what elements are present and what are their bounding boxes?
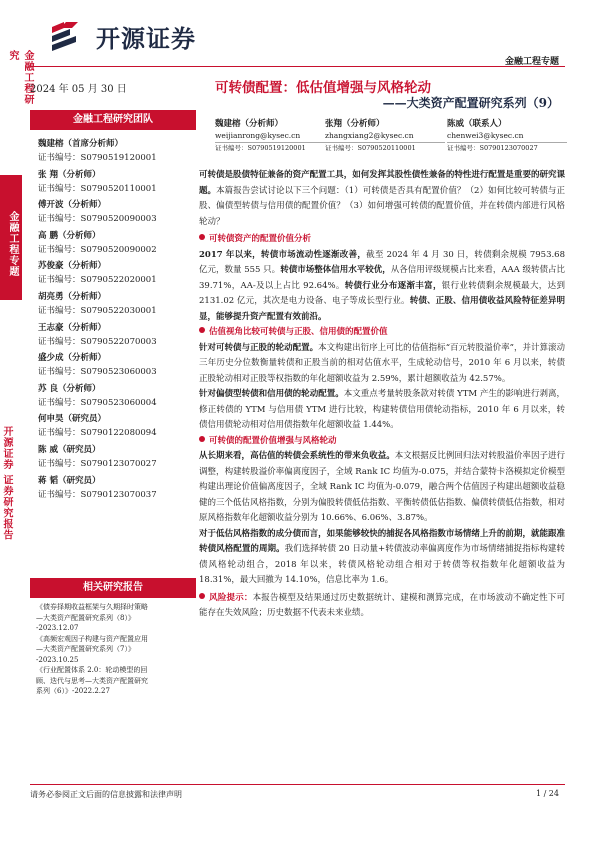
- section1-paragraph: 2017 年以来，转债市场流动性逐渐改善，截至 2024 年 4 月 30 日，转债剩余规模 7953.68 亿元，数量 555 只。转债市场整体信用水平较优，从各信用评级规模占比来看，AAA 级转债占比 39.71%，AA-及以上占比 92.64%。转债行业分布逐渐丰富，银行业转债剩余规模最大，达到 2131.02 亿元，其次是电力设备、电子等成长型行业。转债、正股、信用债收益风险特征差异明显，能够提升资产配置有效前沿。: [199, 249, 566, 322]
- related-line[interactable]: 顾、迭代与思考—大类资产配置研究: [36, 676, 148, 685]
- related-reports-header: 相关研究报告: [30, 578, 196, 598]
- member-name: 傅开波（分析师）: [38, 200, 107, 211]
- report-type: 金融工程专题: [504, 57, 559, 67]
- side-strip-top-label: 金融工程研究: [7, 50, 33, 105]
- author-cert: 证书编号：S0790123070027: [447, 142, 567, 152]
- footer-divider: [30, 784, 565, 785]
- report-date: 2024 年 05 月 30 日: [30, 84, 127, 95]
- member-cert: 证书编号：S0790520090003: [38, 214, 157, 225]
- team-member: [38, 351, 198, 382]
- team-member: [38, 290, 198, 321]
- member-name: 胡亮勇（分析师）: [38, 291, 107, 302]
- intro-text: 本篇报告尝试讨论以下三个问题：（1）可转债是否具有配置价值？（2）如何比较可转债与正股、偏债型转债与信用债的配置价值？（3）如何增强可转债的配置价值，并在转债内部进行风格轮动？: [199, 185, 565, 227]
- side-strip-top: [0, 44, 33, 114]
- report-title: 可转债配置：低估值增强与风格轮动: [215, 80, 431, 96]
- author-email[interactable]: zhangxiang2@kysec.cn: [325, 131, 414, 140]
- header-divider: [30, 66, 565, 67]
- side-strip-bottom: [0, 420, 22, 605]
- intro-bold: 可转债是股债特征兼备的资产配置工具，如何发挥其股性债性兼备的特性进行配置是重要的研究课题。: [199, 170, 565, 196]
- member-cert: 证书编号：S0790123070027: [38, 458, 157, 469]
- bullet-icon: [199, 234, 205, 240]
- author: [447, 118, 567, 152]
- member-cert: 证书编号：S0790522030001: [38, 305, 157, 316]
- section-heading: 估值视角比较可转债与正股、信用债的配置价值: [199, 325, 565, 341]
- author-name: 陈威（联系人）: [447, 119, 507, 129]
- section-heading: 可转债资产的配置价值分析: [199, 232, 565, 248]
- author-block: [215, 118, 560, 158]
- related-line[interactable]: —大类资产配置研究系列（7）》: [36, 645, 135, 653]
- bullet-icon: [199, 593, 205, 599]
- member-name: 魏建榕（首席分析师）: [38, 139, 124, 149]
- related-line[interactable]: 《高频宏观因子构建与资产配置应用: [36, 634, 148, 643]
- page-number: 1 / 24: [535, 789, 559, 798]
- author-cert: 证书编号：S0790520110001: [325, 142, 445, 152]
- member-cert: 证书编号：S0790520110001: [38, 183, 157, 194]
- member-cert: 证书编号：S0790522070003: [38, 336, 157, 347]
- side-strip-bottom-label: 开源证券 证券研究报告: [1, 426, 12, 541]
- member-cert: 证书编号：S0790520090002: [38, 244, 157, 255]
- brand-logo: [50, 17, 250, 55]
- team-member: [38, 259, 198, 290]
- author-name: 张翔（分析师）: [325, 119, 385, 129]
- team-member: [38, 412, 198, 443]
- author-email[interactable]: weijianrong@kysec.cn: [215, 131, 301, 140]
- member-cert: 证书编号：S0790123070037: [38, 489, 157, 500]
- member-name: 苏 良（分析师）: [38, 383, 101, 394]
- related-reports-list: [36, 602, 196, 697]
- author-email[interactable]: chenwei3@kysec.cn: [447, 131, 524, 140]
- intro-paragraph: [199, 168, 565, 230]
- team-header: 金融工程研究团队: [30, 110, 196, 130]
- bullet-icon: [199, 327, 205, 333]
- member-cert: 证书编号：S0790522020001: [38, 275, 157, 286]
- section3-paragraph2: 对于低估风格指数的成分债而言，如果能够较快的捕捉各风格指数市场情绪上升的前期，就能跟准转债风格配置的周期。我们选择转债 20 日动量+转债波动率偏离度作为市场情绪捕捉指标构建转债风格轮动组合，2018 年以来，转债风格轮动组合相对于转债等权指数年化超额收益为 18.31%，最大回撤为 14.10%，信息比率为 1.6。: [199, 528, 565, 585]
- team-member: [38, 321, 198, 352]
- section2-paragraph1: 针对可转债与正股的轮动配置。本文构建出衍序上可比的估值指标“百元转股溢价率”，并计算滚动三年历史分位数衡量转债和正股当前的相对估值水平，生成轮动信号，2010 年 6 月以来，转债正股轮动相对正股等权指数的年化超额收益为 2.59%，累计超额收益为 42.57%。: [199, 342, 565, 384]
- report-summary: [199, 168, 565, 622]
- report-subtitle: ——大类资产配置研究系列（9）: [382, 96, 559, 110]
- related-line[interactable]: —大类资产配置研究系列（8）》: [36, 613, 135, 622]
- related-line: -2023.12.07: [36, 624, 79, 632]
- side-strip-middle-label: 金融工程专题: [7, 211, 18, 277]
- member-cert: 证书编号：S0790523060004: [38, 397, 157, 408]
- author: [215, 118, 335, 152]
- team-member: [38, 443, 198, 474]
- member-name: 陈 威（研究员）: [38, 444, 101, 455]
- author: [325, 118, 445, 152]
- related-line: -2023.10.25: [36, 655, 79, 664]
- section3-paragraph1: 从长期来看，高估值的转债会系统性的带来负收益。本文根据反比例回归法对转股溢价率因子进行调整，构建转股溢价率偏离度因子，全域 Rank IC 均值为-0.075，并结合蒙特卡洛模拟定价模型构建出理论价值偏离度因子，全域 Rank IC 均值为-0.079，融合两个估值因子构建出超额收益稳健的三个低估风格指数，分别为偏股转债低估指数、平衡转债低估指数、偏债转债低估指数，相对原风格指数年化超额收益分别为 10.66%、6.06%、3.87%。: [199, 451, 565, 523]
- team-list: [38, 137, 198, 504]
- member-cert: 证书编号：S0790122080094: [38, 428, 157, 439]
- member-name: 盛少成（分析师）: [38, 353, 107, 364]
- member-name: 苏俊豪（分析师）: [38, 261, 107, 272]
- related-line[interactable]: 系列（6）》-2022.2.27: [36, 687, 110, 695]
- team-member: [38, 137, 198, 168]
- risk-label: 风险提示：: [209, 592, 253, 603]
- team-member: [38, 198, 198, 229]
- bullet-icon: [199, 436, 205, 442]
- member-cert: 证书编号：S0790519120001: [38, 153, 157, 163]
- team-member: [38, 382, 198, 413]
- team-member: [38, 168, 198, 199]
- side-strip-middle: [0, 175, 22, 300]
- risk-text: 本报告模型及结果通过历史数据统计、建模和测算完成，在市场波动不确定性下可能存在失效风险；历史数据不代表未来业绩。: [199, 592, 565, 618]
- related-line[interactable]: 《债券择期收益框架与久期择时策略: [36, 603, 148, 611]
- section2-paragraph2: 针对偏债型转债和信用债的轮动配置。本文重点考量转股条款对转债 YTM 产生的影响进行剥离，修正转债的 YTM 与信用债 YTM 进行比较，构建转债信用债轮动指标，2010 年 6 月以来，转债信用债轮动相对信用债指数年化超额收益 1.44%。: [199, 389, 565, 430]
- member-cert: 证书编号：S0790523060003: [38, 367, 157, 378]
- author-name: 魏建榕（分析师）: [215, 119, 284, 129]
- brand-name: 开源证券: [96, 25, 196, 53]
- footer-disclaimer: 请务必参阅正文后面的信息披露和法律声明: [30, 790, 182, 799]
- team-member: [38, 474, 198, 505]
- section-heading: 可转债的配置价值增强与风格轮动: [199, 434, 565, 450]
- author-cert: 证书编号：S0790519120001: [215, 142, 335, 152]
- logo-mark-icon: [50, 19, 92, 53]
- member-name: 蒋 韬（研究员）: [38, 475, 101, 486]
- member-name: 张 翔（分析师）: [38, 169, 101, 180]
- member-name: 王志豪（分析师）: [38, 322, 107, 333]
- related-line[interactable]: 《行业配置体系 2.0：轮动模型的回: [36, 666, 148, 674]
- team-member: [38, 229, 198, 260]
- risk-warning: [199, 591, 565, 622]
- member-name: 高 鹏（分析师）: [38, 230, 101, 241]
- member-name: 何申昊（研究员）: [38, 414, 107, 425]
